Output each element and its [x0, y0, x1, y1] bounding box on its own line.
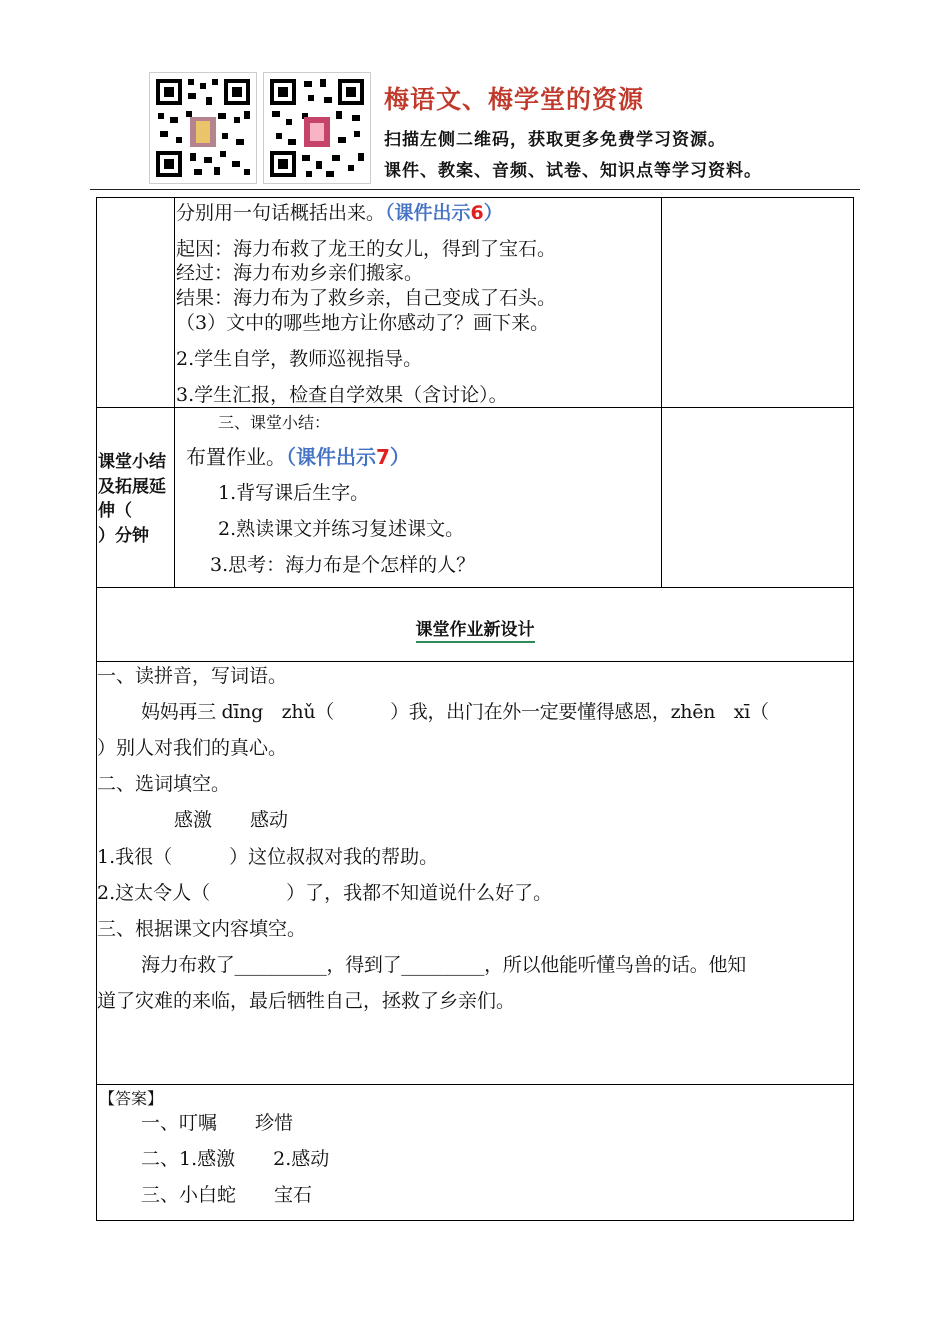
exercise-1-line-1: 妈妈再三 dīng zhǔ（ ）我，出门在外一定要懂得感恩，zhēn xī（	[141, 701, 769, 723]
exercise-3-line-2: 道了灾难的来临，最后牺牲自己，拯救了乡亲们。	[97, 990, 516, 1012]
table-border-right	[853, 197, 854, 1221]
homework-tag-number: 7	[376, 445, 390, 469]
class-summary-heading: 三、课堂小结：	[218, 413, 331, 432]
courseware-tag-number: 6	[470, 202, 484, 224]
qr-code-left	[149, 72, 257, 184]
exercise-2-title: 二、选词填空。	[97, 773, 231, 795]
table-row-divider-4	[96, 1084, 854, 1085]
homework-line	[186, 445, 410, 469]
side-label-line-4: ）分钟	[98, 526, 149, 546]
qr-code-right	[263, 72, 371, 184]
side-label-line-1: 课堂小结	[98, 452, 166, 472]
homework-item-1: 1.背写课后生字。	[218, 482, 370, 504]
header-line-1: 扫描左侧二维码，获取更多免费学习资源。	[384, 130, 726, 150]
courseware-tag-close: ）	[483, 202, 503, 224]
answer-1: 一、叮嘱 珍惜	[141, 1112, 294, 1134]
header-divider	[90, 189, 860, 190]
courseware-tag-open: （课件出示	[385, 202, 471, 224]
homework-item-2: 2.熟读课文并练习复述课文。	[218, 518, 465, 540]
exercise-1-title: 一、读拼音，写词语。	[97, 665, 288, 687]
exercise-2-question-2: 2.这太令人（ ）了，我都不知道说什么好了。	[97, 882, 553, 904]
homework-item-3: 3.思考：海力布是个怎样的人？	[210, 554, 476, 576]
step-2: 2.学生自学，教师巡视指导。	[176, 348, 423, 370]
table-border-top	[96, 197, 854, 198]
table-border-bottom	[96, 1220, 854, 1221]
story-cause: 起因：海力布救了龙王的女儿，得到了宝石。	[176, 238, 557, 260]
exercise-1-line-2: ）别人对我们的真心。	[97, 737, 288, 759]
homework-text: 布置作业。	[186, 445, 286, 469]
side-label-line-3: 伸（	[98, 501, 132, 521]
table-border-left	[96, 197, 97, 1221]
table-column-divider-2	[661, 197, 662, 587]
side-label-line-2: 及拓展延	[98, 477, 166, 497]
step-3: 3.学生汇报，检查自学效果（含讨论）。	[176, 384, 508, 406]
exercise-2-question-1: 1.我很（ ）这位叔叔对我的帮助。	[97, 846, 439, 868]
story-process: 经过：海力布劝乡亲们搬家。	[176, 262, 424, 284]
table-row-divider-2	[96, 587, 854, 588]
story-result: 结果：海力布为了救乡亲，自己变成了石头。	[176, 287, 557, 309]
exercise-2-words: 感激 感动	[174, 809, 289, 831]
answer-2: 二、1.感激 2.感动	[141, 1148, 330, 1170]
header-line-2: 课件、教案、音频、试卷、知识点等学习资料。	[384, 161, 762, 181]
question-3: （3）文中的哪些地方让你感动了？画下来。	[176, 312, 550, 334]
row1-summary-text: 分别用一句话概括出来。	[176, 202, 386, 224]
table-row-divider-1	[96, 407, 854, 408]
answers-label: 【答案】	[99, 1089, 164, 1108]
table-column-divider-1	[174, 197, 175, 587]
exercise-3-line-1: 海力布救了__________，得到了_________，所以他能听懂鸟兽的话。他知	[141, 954, 746, 976]
header-title: 梅语文、梅学堂的资源	[384, 85, 645, 114]
exercise-3-title: 三、根据课文内容填空。	[97, 918, 307, 940]
homework-tag-open: （课件出示	[286, 445, 376, 469]
design-section-title	[97, 615, 853, 640]
row1-summary-line	[176, 201, 503, 225]
table-row-divider-3	[96, 661, 854, 662]
answer-3: 三、小白蛇 宝石	[141, 1184, 313, 1206]
homework-tag-close: ）	[389, 445, 410, 469]
design-section-title-text: 课堂作业新设计	[416, 620, 535, 643]
